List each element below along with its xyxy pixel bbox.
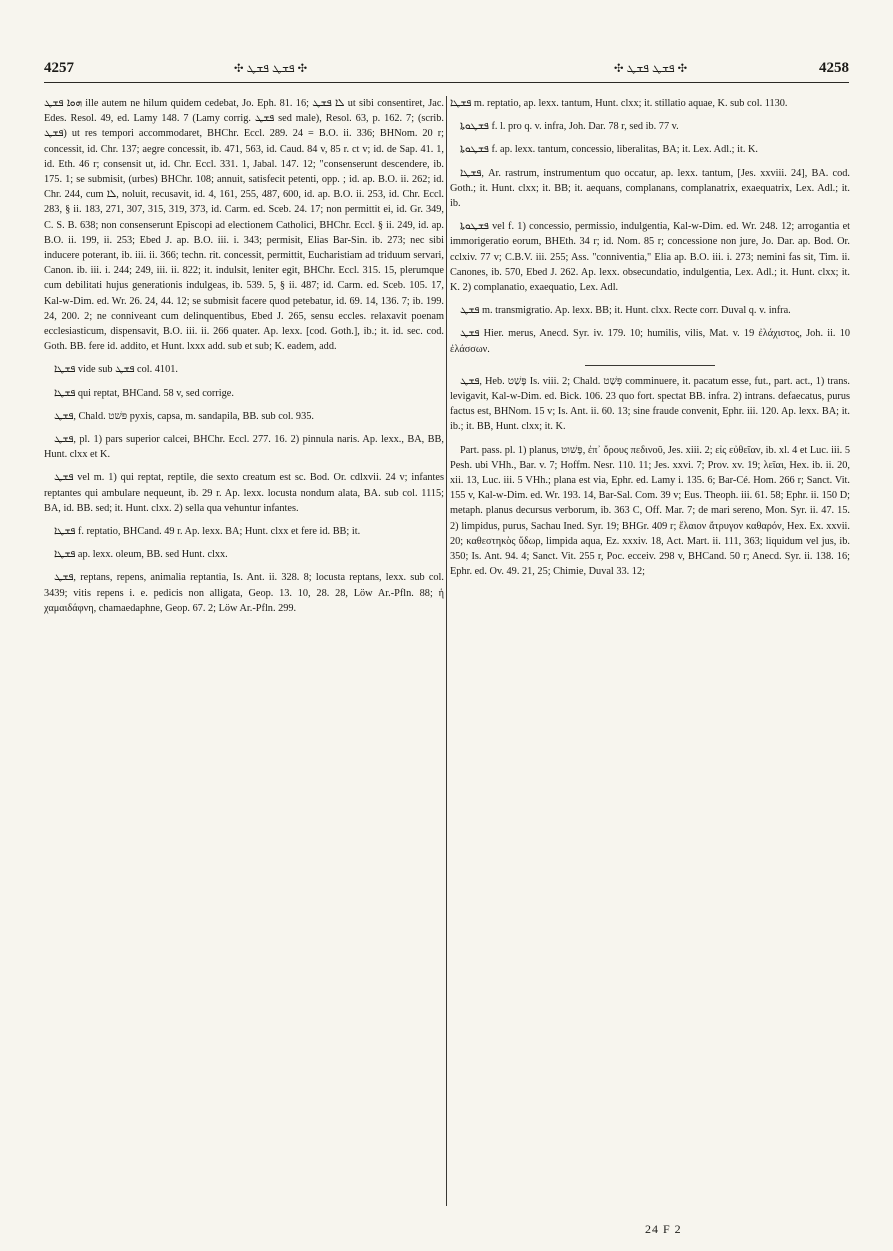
entry-paragraph: Part. pass. pl. 1) planus, פָּשׁוּט, ἐπ᾽ ὄρους πεδινοῦ, Jes. xiii. 2; εἰς εὐθεῖαν, ib. xl. 4 et Luc. iii. 5 Pesh. ubi VHh., Bar. v. 7; Hoffm. Nesr. 110. 11; Jes. xxvi. 7; Prov. xv. 19; λεῖαι, Hex. ib. ii. 20, xii. 13, Luc. iii. 5 VHh.; plana est via, Ephr. ed. Lamy i. 135. 6; Bar-Cé. Hom. 266 r; Sanct. Vit. 155 v, Kal-w-Dim. ed. Wr. 193. 14, Bar-Sal. Com. 39 v; Eus. Theoph. iii. 61. 58; Ephr. ii. 150 D; metaph. planus decursus verborum, ib. 363 C, Off. Mar. 7; de mari sereno, Mon. Syr. ii. 47. 15. 2) limpidus, purus, Sachau Ined. Syr. 19; BHGr. 409 r; ἔλαιον ἄτρυγον καθαρόν, Hex. Ex. xxvii. 20; καθεστηκὸς ὕδωρ, limpida aqua, Ez. xxxiv. 18, Act. Mart. ii. 111, 363; liquidum vel jus, ib. 350; Is. Ant. 94. 4; Sanct. Vit. 255 r, Poc. ecceiv. 298 v, BHCand. 50 r; Anecd. Syr. ii. 138. 16; Ephr. ed. Ov. 49. 21, 25; Chimie, Duval 33. 12;	[450, 444, 850, 578]
entry-paragraph: ܦܫܛ, Heb. פָּשַׁט Is. viii. 2; Chald. פְּשַׁט comminuere, it. pacatum esse, fut., part. act., 1) trans. levigavit, Kal-w-Dim. ed. Bick. 106. 23 quo fort. spectat BB. infra. 2) intrans. defaecatus, purus factus est, BHNom. 15 v; Is. Ant. ii. 60. 13; sine fraude convenit, Ephr. iii. 120. Ap. lexx. BA; it. ib.; it. BB, Hunt. clxx; it. K.	[450, 375, 850, 433]
entry-paragraph: ܦܫܛܘܬܐ f. ap. lexx. tantum, concessio, liberalitas, BA; it. Lex. Adl.; it. K.	[460, 144, 758, 156]
entry-paragraph: ܦܫܛ, reptans, repens, animalia reptantia, Is. Ant. ii. 328. 8; locusta reptans, lexx. sub col. 3439; vitis repens i. e. pedicis non alligata, Geop. 13. 10, 28. 28, Löw Ar.-Pfln. 88; ἡ χαμαιδάφνη, chamaedaphne, Geop. 67. 2; Löw Ar.-Pfln. 299.	[44, 572, 444, 614]
entry-paragraph: ܦܫܛܐ vide sub ܦܫܛ col. 4101.	[54, 364, 178, 376]
entry-paragraph: ܦܫܛܐ f. reptatio, BHCand. 49 r. Ap. lexx. BA; Hunt. clxx et fere id. BB; it.	[54, 526, 361, 538]
running-title-left: ✣ ܦܫܛ ܦܫܛ ✣	[234, 61, 308, 75]
running-title-right: ✣ ܦܫܛ ܦܫܛ ✣	[614, 61, 688, 75]
entry-paragraph: ܦܫܛܐ, Ar. rastrum, instrumentum quo occatur, ap. lexx. tantum, [Jes. xxviii. 24], BA. cod. Goth.; it. Hunt. clxx; it. BB; it. aequans, complanans, complanatrix, exaequatrix, Lex. Adl.; it. ib.	[450, 167, 850, 210]
signature-mark: 24 F 2	[645, 1222, 682, 1236]
column-divider	[446, 96, 447, 1206]
entry-paragraph: ܦܫܛܘܬܐ f. l. pro q. v. infra, Joh. Dar. 78 r, sed ib. 77 v.	[460, 121, 679, 133]
entry-paragraph: ܦܫܛܘܬܐ vel f. 1) concessio, permissio, indulgentia, Kal-w-Dim. ed. Wr. 248. 12; arrogantia et immorigeratio eorum, BHEth. 34 r; id. Nom. 85 r; concessione non jure, Jo. Dar. ap. Bod. Or. cclxiv. 77 v; C.B.V. iii. 255; Ass. "conniventia," Elia ap. B.O. iii. i. 273; nemini fas sit, Tim. ii. Canones, ib. 570, Ebed J. 262. Ap. lexx. obsecundatio, indulgentia, Lex. Adl.; it. Hunt. clxx; it. K. 2) complanatio, exaequatio, Lex. Adl.	[450, 221, 850, 294]
entry-paragraph: ܦܫܛܐ qui reptat, BHCand. 58 v, sed corrige.	[54, 387, 234, 399]
page-number-left: 4257	[44, 60, 74, 76]
entry-paragraph: ܦܫܛܐ m. reptatio, ap. lexx. tantum, Hunt. clxx; it. stillatio aquae, K. sub col. 1130.	[450, 98, 788, 109]
entry-paragraph: ܦܫܛ Hier. merus, Anecd. Syr. iv. 179. 10; humilis, vilis, Mat. v. 19 ἐλάχιστος, Joh. ii. 10 ἐλάσσων.	[450, 328, 850, 355]
entry-paragraph: ܦܫܛ, pl. 1) pars superior calcei, BHChr. Eccl. 277. 16. 2) pinnula naris. Ap. lexx., BA, BB, Hunt. clxx et K.	[44, 434, 444, 461]
page-number-right: 4258	[819, 60, 849, 76]
entry-paragraph: ܦܫܛ vel m. 1) qui reptat, reptile, die sexto creatum est sc. Bod. Or. cdlxvii. 24 v; infantes reptantes qui ambulare nequeunt, ib. 29 r. Ap. lexx. locusta nondum alata, BA. sub col. 1115; BA, id. BB. sed; it. Hunt. clxx. 2) sella qua vehuntur infantes.	[44, 472, 444, 514]
page-header	[44, 58, 849, 83]
section-rule	[585, 365, 715, 366]
entry-paragraph: ܦܫܛ, Chald. פּשׁט pyxis, capsa, m. sandapila, BB. sub col. 935.	[54, 410, 314, 422]
left-column	[44, 96, 444, 1211]
right-column	[450, 96, 850, 1211]
entry-paragraph: ܗܘܐ ܦܫܛ ille autem ne hilum quidem cedebat, Jo. Eph. 81. 16; ܠܐ ܦܫܛ ut sibi consentiret, Jac. Edes. Resol. 49, ed. Lamy 148. 7 (Lamy corrig. ܦܫܛ sed male), Resol. 63, p. 162. 7; (scrib. ܦܫܛ) ut res tempori accommodaret, BHChr. Eccl. 289. 24 = B.O. ii. 336; BHNom. 20 r; concessit, id. Chr. 137; aegre concessit, ib. 471, 563, id. Caud. 84 v, 85 r. ct v; id. de Sap. 41. 1, id. Eth. 46 r; consensit ut, id. Chr. Eccl. 331. 1, Jabal. 147. 12; "consenserunt descendere, ib. 175. 1; se submisit, (urbes) BHChr. 108; annuit, satisfecit petenti, opp. ; id. ap. B.O. ii. 262; id. Chr. 244, cum ܠܐ, noluit, recusavit, id. 4, 161, 255, 487, 600, id. ap. B.O. ii. 253, id. Chr. Eccl. 283, § ii. 183, 271, 307, 315, 319, 373, id. Carm. ed. Sceb. 24. 17; non permittit ei, id. Gr. 349, C. S. B. 638; non consenserunt Episcopi ad electionem Catholici, BHChr. Eccl. § ii. 249, id. ap. B.O. ii. 199, ii. 253; Ebed J. ap. B.O. iii. i. 343; permisit, Elias Bar-Sin. ib. 273; nec sibi inducere poterant, ib. iii. ii. 366; techn. rit. concessit, permittit, Eucharistiam ad triduum servari, Canon. ib. iii. i. 244; 249, iii. ii. 822; it. indulsit, leniter egit, BHChr. Eccl. 315. 15, plerumque cum debilitati hujus generationis indulgeas, ib. 539. 5, § ii. 487; id. Carm. ed. Sceb. 105. 17, Kal-w-Dim. ed. Wr. 26. 24, 44. 12; se submisit facere quod petebatur, id. 69. 14, 136. 7; ib. 199. 24, 200. 2; ne conniveant cum delinquentibus, Ebed J. 265, sensu eccles. relaxavit poenam ecclesiasticum, dispensavit, B.O. iii. ii. 266 quater. Ap. lexx. [cod. Goth.], ib.; it. id. sec. cod. Goth. BB. fere id. addito, et Hunt. lxxx add. sub et sub; K. eadem, add.	[44, 98, 444, 353]
entry-paragraph: ܦܫܛ m. transmigratio. Ap. lexx. BB; it. Hunt. clxx. Recte corr. Duval q. v. infra.	[460, 305, 791, 317]
entry-paragraph: ܦܫܛܐ ap. lexx. oleum, BB. sed Hunt. clxx.	[54, 549, 228, 561]
